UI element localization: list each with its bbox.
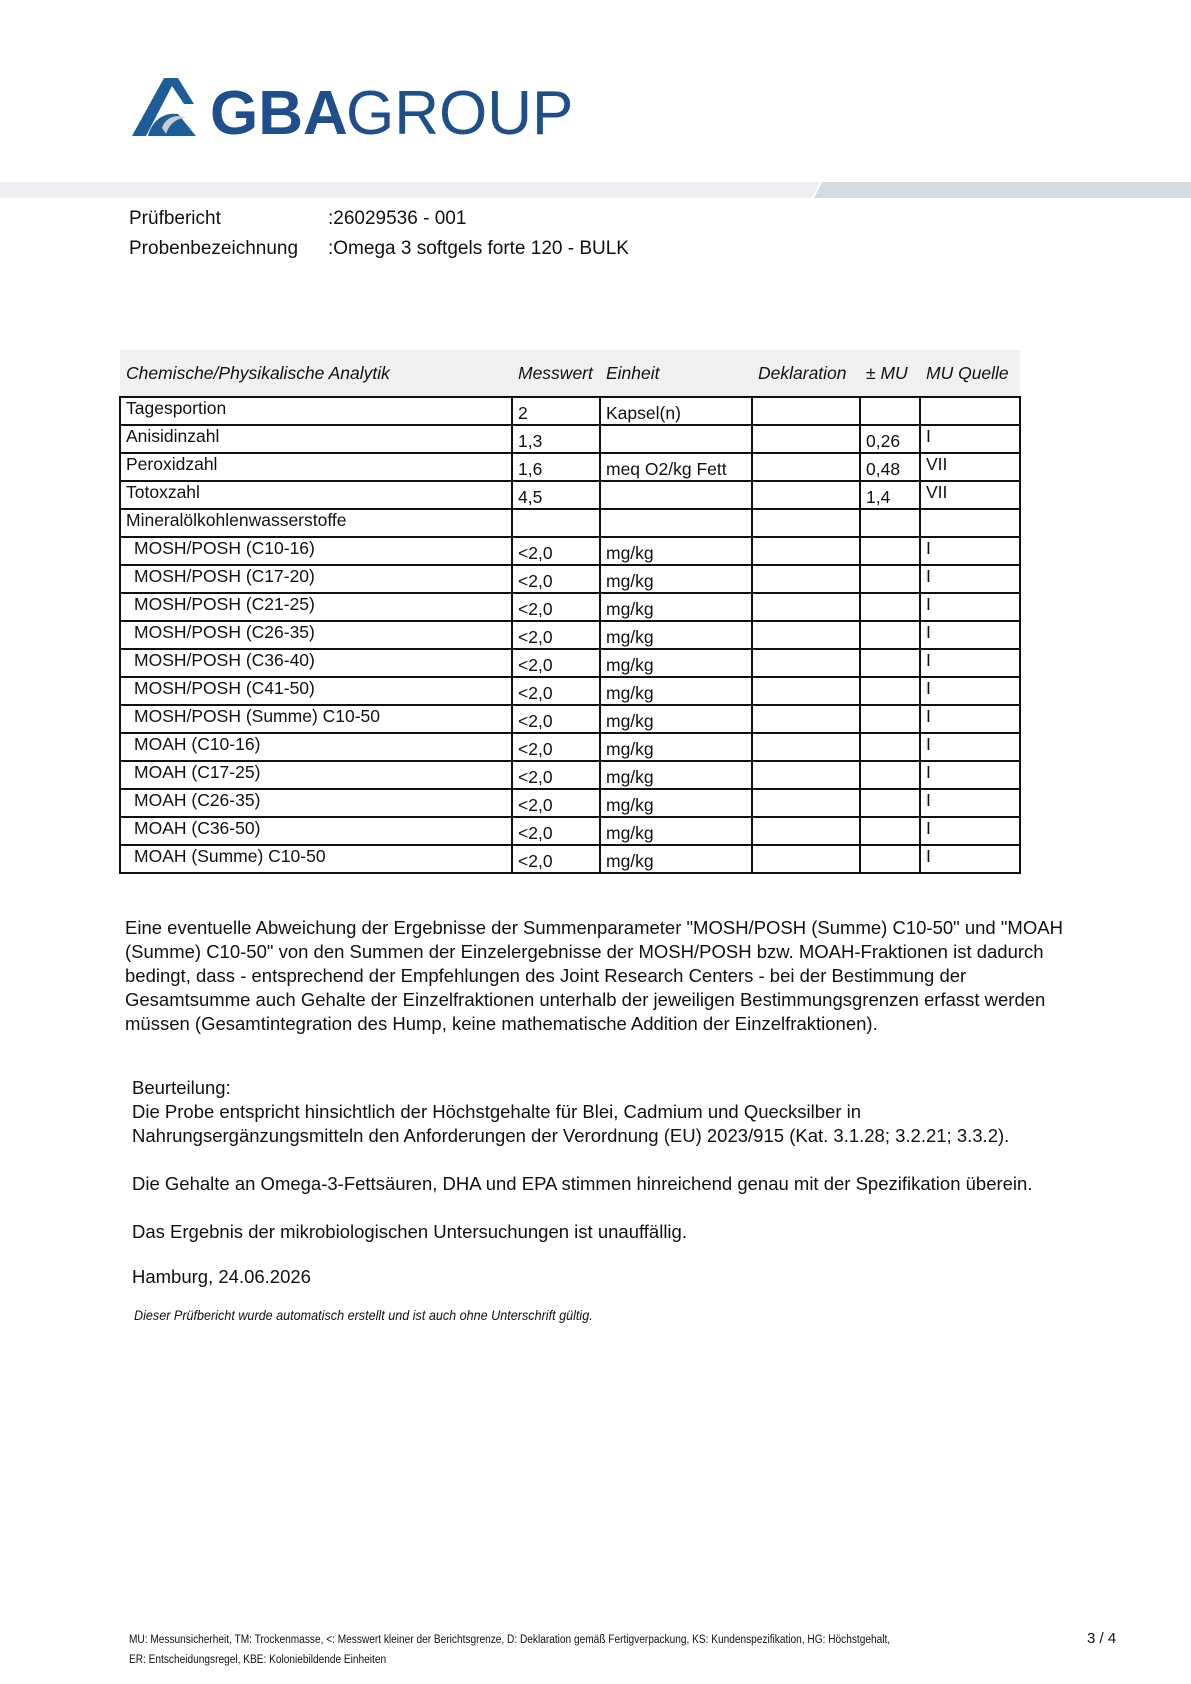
unit-cell: mg/kg — [600, 621, 752, 649]
value-cell: <2,0 — [512, 761, 600, 789]
analyte-cell: MOAH (C26-35) — [120, 789, 512, 817]
analyte-cell: MOAH (C17-25) — [120, 761, 512, 789]
unit-cell: mg/kg — [600, 845, 752, 873]
declaration-cell — [752, 453, 860, 481]
unit-cell — [600, 481, 752, 509]
mu-cell — [860, 845, 920, 873]
table-row — [120, 593, 1020, 621]
declaration-cell — [752, 817, 860, 845]
declaration-cell — [752, 593, 860, 621]
mu-source-cell: I — [920, 845, 1020, 873]
svg-text:GROUP: GROUP — [346, 79, 574, 148]
footer-abbr-line-1: MU: Messunsicherheit, TM: Trockenmasse, <: Messwert kleiner der Berichtsgrenze, D: Deklaration gemäß Fertigverpackung, KS: Kundenspezifikation, HG: Höchstgehalt, — [129, 1634, 891, 1646]
header-declaration: Deklaration — [752, 350, 860, 397]
gba-group-logo — [130, 76, 590, 148]
mu-source-cell: VII — [920, 481, 1020, 509]
analyte-cell: Anisidinzahl — [120, 425, 512, 453]
analyte-cell: Totoxzahl — [120, 481, 512, 509]
mu-source-cell — [920, 509, 1020, 537]
mu-cell — [860, 565, 920, 593]
table-row — [120, 705, 1020, 733]
value-cell: 2 — [512, 397, 600, 425]
unit-cell: mg/kg — [600, 705, 752, 733]
analyte-cell: Tagesportion — [120, 397, 512, 425]
results-body — [120, 397, 1020, 873]
unit-cell: mg/kg — [600, 565, 752, 593]
table-row — [120, 621, 1020, 649]
value-cell — [512, 509, 600, 537]
mu-source-cell: I — [920, 649, 1020, 677]
automatic-report-note: Dieser Prüfbericht wurde automatisch erstellt und ist auch ohne Unterschrift gültig. — [134, 1307, 593, 1323]
declaration-cell — [752, 481, 860, 509]
analyte-cell: MOSH/POSH (C21-25) — [120, 593, 512, 621]
table-row — [120, 481, 1020, 509]
header-mu: ± MU — [860, 350, 920, 397]
declaration-cell — [752, 705, 860, 733]
analyte-cell: MOSH/POSH (C17-20) — [120, 565, 512, 593]
logo-mark-icon — [132, 78, 196, 136]
results-table — [119, 350, 1021, 874]
mu-cell — [860, 621, 920, 649]
report-number-label: Prüfbericht — [129, 208, 221, 229]
value-cell: <2,0 — [512, 733, 600, 761]
mu-source-cell: I — [920, 677, 1020, 705]
mu-source-cell: I — [920, 817, 1020, 845]
header-analytics: Chemische/Physikalische Analytik — [120, 350, 512, 397]
table-row — [120, 509, 1020, 537]
table-row — [120, 761, 1020, 789]
mu-cell — [860, 649, 920, 677]
unit-cell: mg/kg — [600, 677, 752, 705]
declaration-cell — [752, 789, 860, 817]
declaration-cell — [752, 649, 860, 677]
unit-cell: mg/kg — [600, 537, 752, 565]
sample-name-value: :Omega 3 softgels forte 120 - BULK — [328, 238, 629, 259]
value-cell: 1,3 — [512, 425, 600, 453]
assessment-title: Beurteilung: — [132, 1077, 231, 1098]
value-cell: <2,0 — [512, 677, 600, 705]
value-cell: 4,5 — [512, 481, 600, 509]
results-table-wrapper — [119, 350, 1019, 874]
sum-parameter-note: Eine eventuelle Abweichung der Ergebnisse der Summenparameter "MOSH/POSH (Summe) C10-50" und "MOAH (Summe) C10-50" von den Summen der Einzelergebnisse der MOSH/POSH bzw. MOAH-Fraktionen ist dadurch bedingt, dass - entsprechend der Empfehlungen des Joint Research Centers - bei der Bestimmung der Gesamtsumme auch Gehalte der Einzelfraktionen unterhalb der jeweiligen Bestimmungsgrenzen erfasst werden müssen (Gesamtintegration des Hump, keine mathematische Addition der Einzelfraktionen). — [125, 917, 1063, 1034]
mu-cell: 0,48 — [860, 453, 920, 481]
footer-abbreviations — [129, 1630, 890, 1670]
declaration-cell — [752, 537, 860, 565]
analyte-cell: MOSH/POSH (C10-16) — [120, 537, 512, 565]
declaration-cell — [752, 733, 860, 761]
omega-assessment: Die Gehalte an Omega-3-Fettsäuren, DHA und EPA stimmen hinreichend genau mit der Spezifikation überein. — [132, 1173, 1033, 1194]
place-date: Hamburg, 24.06.2026 — [132, 1266, 311, 1287]
declaration-cell — [752, 761, 860, 789]
footer-abbr-line-2: ER: Entscheidungsregel, KBE: Koloniebildende Einheiten — [129, 1654, 387, 1666]
mu-source-cell: I — [920, 537, 1020, 565]
table-header-row — [120, 350, 1020, 397]
declaration-cell — [752, 397, 860, 425]
table-row — [120, 789, 1020, 817]
unit-cell: mg/kg — [600, 789, 752, 817]
analyte-cell: MOSH/POSH (C36-40) — [120, 649, 512, 677]
mu-cell: 1,4 — [860, 481, 920, 509]
value-cell: <2,0 — [512, 789, 600, 817]
table-row — [120, 733, 1020, 761]
mu-cell: 0,26 — [860, 425, 920, 453]
header-unit: Einheit — [600, 350, 752, 397]
mu-cell — [860, 537, 920, 565]
mu-source-cell: I — [920, 761, 1020, 789]
mu-source-cell: I — [920, 565, 1020, 593]
unit-cell — [600, 509, 752, 537]
table-row — [120, 425, 1020, 453]
analyte-cell: Peroxidzahl — [120, 453, 512, 481]
value-cell: <2,0 — [512, 565, 600, 593]
unit-cell: Kapsel(n) — [600, 397, 752, 425]
table-row — [120, 817, 1020, 845]
table-row — [120, 397, 1020, 425]
mu-source-cell: I — [920, 789, 1020, 817]
unit-cell: mg/kg — [600, 817, 752, 845]
mu-source-cell: I — [920, 425, 1020, 453]
table-row — [120, 453, 1020, 481]
declaration-cell — [752, 677, 860, 705]
unit-cell: mg/kg — [600, 593, 752, 621]
mu-cell — [860, 677, 920, 705]
mu-cell — [860, 593, 920, 621]
declaration-cell — [752, 565, 860, 593]
unit-cell: mg/kg — [600, 761, 752, 789]
mu-cell — [860, 817, 920, 845]
mu-cell — [860, 705, 920, 733]
mu-source-cell: I — [920, 705, 1020, 733]
value-cell: 1,6 — [512, 453, 600, 481]
declaration-cell — [752, 425, 860, 453]
mu-cell — [860, 789, 920, 817]
value-cell: <2,0 — [512, 649, 600, 677]
unit-cell: mg/kg — [600, 733, 752, 761]
declaration-cell — [752, 621, 860, 649]
mu-source-cell: I — [920, 593, 1020, 621]
mu-source-cell — [920, 397, 1020, 425]
table-row — [120, 649, 1020, 677]
micro-assessment: Das Ergebnis der mikrobiologischen Untersuchungen ist unauffällig. — [132, 1221, 687, 1242]
mu-source-cell: I — [920, 621, 1020, 649]
unit-cell: meq O2/kg Fett — [600, 453, 752, 481]
analyte-cell: MOAH (C10-16) — [120, 733, 512, 761]
header-mu-source: MU Quelle — [920, 350, 1020, 397]
page-number: 3 / 4 — [1087, 1630, 1117, 1647]
table-row — [120, 537, 1020, 565]
value-cell: <2,0 — [512, 537, 600, 565]
unit-cell — [600, 425, 752, 453]
sample-name-label: Probenbezeichnung — [129, 238, 299, 259]
table-row — [120, 677, 1020, 705]
report-number-value: :26029536 - 001 — [328, 208, 467, 229]
declaration-cell — [752, 845, 860, 873]
mu-source-cell: VII — [920, 453, 1020, 481]
unit-cell: mg/kg — [600, 649, 752, 677]
table-row — [120, 565, 1020, 593]
analyte-cell: MOSH/POSH (C41-50) — [120, 677, 512, 705]
header-value: Messwert — [512, 350, 600, 397]
value-cell: <2,0 — [512, 845, 600, 873]
table-row — [120, 845, 1020, 873]
mu-cell — [860, 733, 920, 761]
analyte-cell: MOSH/POSH (C26-35) — [120, 621, 512, 649]
value-cell: <2,0 — [512, 817, 600, 845]
declaration-cell — [752, 509, 860, 537]
analyte-cell: MOSH/POSH (Summe) C10-50 — [120, 705, 512, 733]
assessment-text: Die Probe entspricht hinsichtlich der Höchstgehalte für Blei, Cadmium und Quecksilber in Nahrungsergänzungsmitteln den Anforderungen der Verordnung (EU) 2023/915 (Kat. 3.1.28; 3.2.21; 3.3.2). — [132, 1101, 1010, 1146]
mu-cell — [860, 397, 920, 425]
value-cell: <2,0 — [512, 621, 600, 649]
mu-cell — [860, 509, 920, 537]
mu-cell — [860, 761, 920, 789]
header-band — [0, 182, 1191, 198]
mu-source-cell: I — [920, 733, 1020, 761]
svg-text:GBA: GBA — [210, 79, 348, 148]
value-cell: <2,0 — [512, 593, 600, 621]
analyte-cell: MOAH (C36-50) — [120, 817, 512, 845]
analyte-cell: MOAH (Summe) C10-50 — [120, 845, 512, 873]
analyte-cell: Mineralölkohlenwasserstoffe — [120, 509, 512, 537]
value-cell: <2,0 — [512, 705, 600, 733]
